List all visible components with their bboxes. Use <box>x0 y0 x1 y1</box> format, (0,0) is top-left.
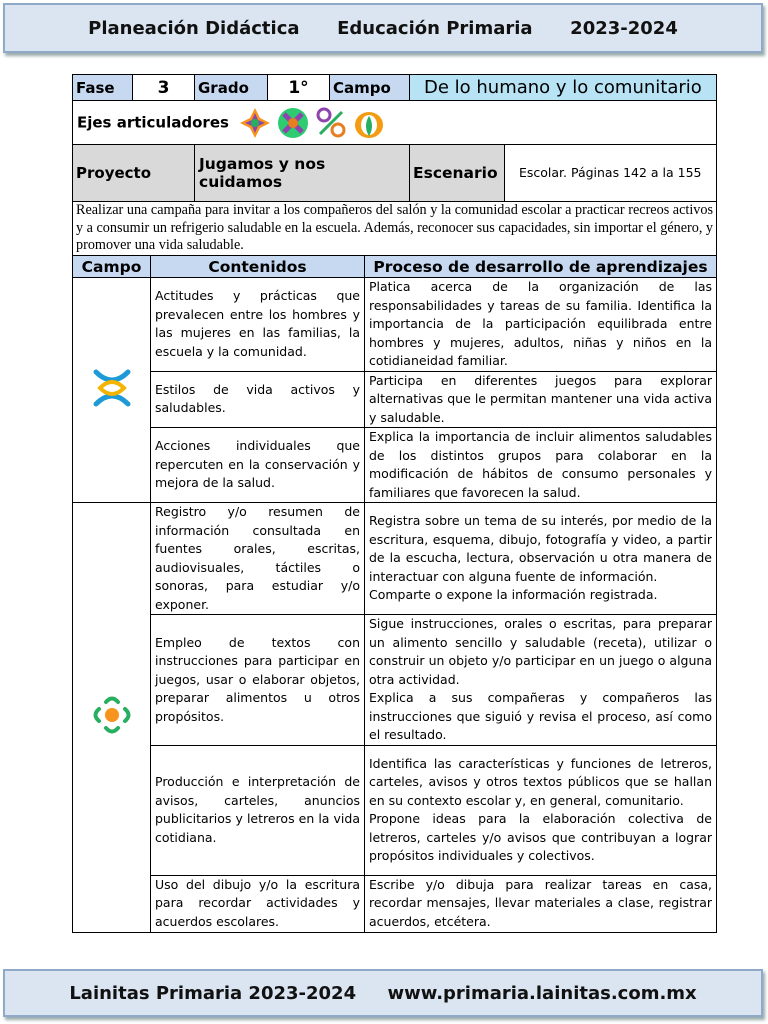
humano-comunitario-icon <box>90 366 134 410</box>
contenido-6: Producción e interpretación de avisos, carteles, anuncios publicitarios y letreros en la vida cotidiana. <box>151 745 365 875</box>
contenido-4: Registro y/o resumen de información consultada en fuentes orales, escritas, audiovisuales, táctiles o sonoras, para estudiar y/o exponer. <box>151 503 365 615</box>
proceso-6a: Identifica las características y funciones de letreros, carteles, avisos y otros textos públicos que se hallan en su contexto escolar y, en general, comunitario. <box>369 755 712 808</box>
fase-value: 3 <box>133 75 195 101</box>
contenido-2: Estilos de vida activos y saludables. <box>151 371 365 428</box>
proyecto-value: Jugamos y nos cuidamos <box>195 145 410 202</box>
inclusion-icon <box>238 106 272 140</box>
lenguajes-icon <box>90 693 134 737</box>
header-level: Educación Primaria <box>337 17 533 39</box>
vida-saludable-icon <box>352 106 386 140</box>
proceso-3: Explica la importancia de incluir alimentos saludables de los distintos grupos para colaborar en la modificación de hábitos de consumo personales y familiares que favorecen la salud. <box>365 428 717 503</box>
proceso-5a: Sigue instrucciones, orales o escritas, para preparar un alimento sencillo y saludable (receta), utilizar o construir un objeto y/o participar en un juego o alguna otra actividad. <box>369 616 712 687</box>
proceso-1: Platica acerca de la organización de las responsabilidades y tareas de su familia. Identifica la importancia de la participación equilibrada entre hombres y mujeres, adultos, niñas y niños en la cotidianeidad familiar. <box>365 278 717 372</box>
col-contenidos: Contenidos <box>151 256 365 278</box>
proyecto-label: Proyecto <box>73 145 195 202</box>
footer-banner <box>3 969 763 1017</box>
contenido-7: Uso del dibujo y/o la escritura para recordar actividades y acuerdos escolares. <box>151 875 365 932</box>
content-table <box>72 255 717 933</box>
info-table <box>72 74 717 256</box>
fase-label: Fase <box>73 75 133 101</box>
contenido-3: Acciones individuales que repercuten en la conservación y mejora de la salud. <box>151 428 365 503</box>
proceso-4a: Registra sobre un tema de su interés, por medio de la escritura, esquema, dibujo, fotografía y video, a partir de la escucha, lectura, observación u otra manera de interactuar con alguna fuente de información. <box>369 513 712 584</box>
campo-humano-cell <box>73 278 151 503</box>
proceso-4 <box>365 503 717 615</box>
contenido-1: Actitudes y prácticas que prevalecen entre los hombres y las mujeres en las familias, la escuela y la comunidad. <box>151 278 365 372</box>
grado-label: Grado <box>195 75 268 101</box>
header-year: 2023-2024 <box>570 17 678 39</box>
campo-value: De lo humano y lo comunitario <box>410 75 717 101</box>
proceso-2: Participa en diferentes juegos para explorar alternativas que le permitan mantener una vida activa y saludable. <box>365 371 717 428</box>
proceso-5b: Explica a sus compañeras y compañeros las instrucciones que siguió y revisa el proceso, así como el resultado. <box>369 690 712 742</box>
footer-name: Lainitas Primaria 2023-2024 <box>69 982 357 1004</box>
header-banner <box>3 3 763 53</box>
header-title: Planeación Didáctica <box>88 17 300 39</box>
campo-lenguajes-cell <box>73 503 151 933</box>
igualdad-genero-icon <box>314 106 348 140</box>
ejes-icons <box>238 106 386 140</box>
contenido-5: Empleo de textos con instrucciones para participar en juegos, usar o elaborar objetos, preparar alimentos u otros propósitos. <box>151 615 365 746</box>
escenario-label: Escenario <box>410 145 504 201</box>
proceso-6b: Propone ideas para la elaboración colectiva de letreros, carteles y/o avisos que contribuyan a lograr propósitos individuales y colectivos. <box>369 811 712 863</box>
ejes-label: Ejes articuladores <box>77 113 229 131</box>
col-campo: Campo <box>73 256 151 278</box>
project-description: Realizar una campaña para invitar a los compañeros del salón y la comunidad escolar a practicar recreos activos y a consumir un refrigerio saludable en la escuela. Además, reconocer sus capacidades, sin importar el género, y promover una vida saludable. <box>73 202 717 256</box>
grado-value: 1° <box>268 75 330 101</box>
proceso-4b: Comparte o expone la información registrada. <box>369 587 658 603</box>
interculturalidad-icon <box>276 106 310 140</box>
proceso-5 <box>365 615 717 746</box>
col-proceso: Proceso de desarrollo de aprendizajes <box>365 256 717 278</box>
footer-url: www.primaria.lainitas.com.mx <box>387 982 697 1004</box>
proceso-6 <box>365 745 717 875</box>
escenario-value: Escolar. Páginas 142 a la 155 <box>504 145 716 201</box>
campo-label: Campo <box>330 75 410 101</box>
proceso-7: Escribe y/o dibuja para realizar tareas en casa, recordar mensajes, llevar materiales a clase, registrar acuerdos, etcétera. <box>365 875 717 932</box>
planning-document <box>72 74 716 933</box>
